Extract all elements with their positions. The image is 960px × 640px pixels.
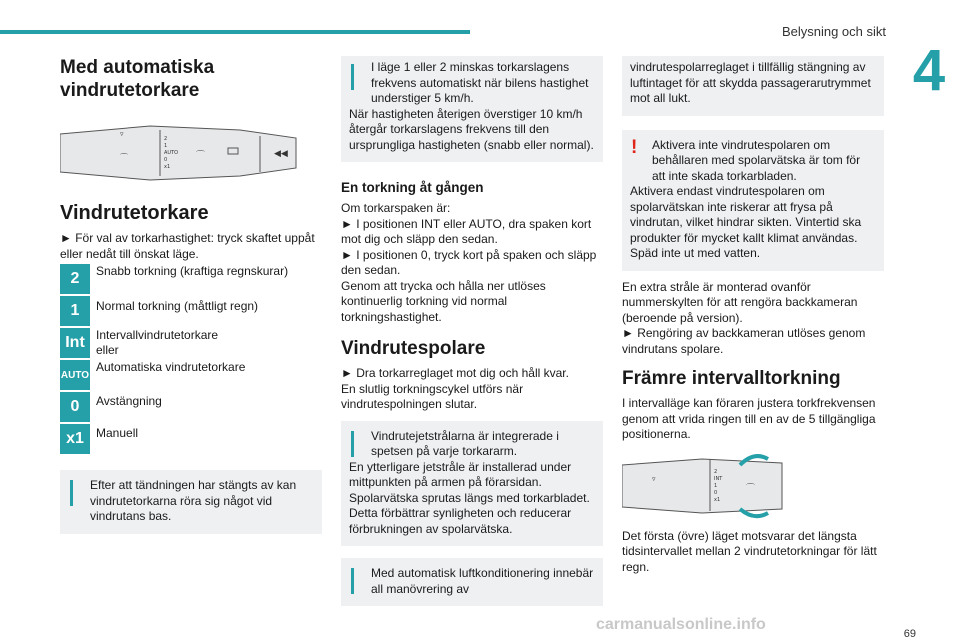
interval-ring-illustration	[622, 451, 802, 521]
mode-label: Snabb torkning (kraftiga regnskurar)	[96, 264, 289, 278]
svg-text:x1: x1	[714, 496, 721, 503]
washer-p1: ► Dra torkarreglaget mot dig och håll kvar.	[341, 366, 569, 380]
column-1	[60, 56, 322, 534]
mode-0-icon: 0	[60, 392, 90, 424]
mode-row	[60, 360, 322, 392]
single-p3: ► I positionen 0, tryck kort på spaken och släpp den sedan.	[341, 247, 597, 277]
mode-row	[60, 424, 322, 456]
chapter-number: 4	[912, 38, 946, 103]
info-text: Spolarvätska sprutas längs med torkarbladet. Detta förbättrar synligheten och reducerar förbrukningen av spolarvätska.	[349, 490, 590, 536]
mode-2-icon: 2	[60, 264, 90, 296]
heading-wipers: Vindrutetorkare	[60, 202, 209, 224]
heading-interval: Främre intervalltorkning	[622, 368, 841, 389]
wipers-intro: ► För val av torkarhastighet: tryck skaftet uppåt eller nedåt till önskat läge.	[60, 231, 315, 261]
mode-row	[60, 296, 322, 328]
info-box-ignition	[60, 470, 322, 534]
page-number: 69	[903, 628, 916, 640]
mode-label: Automatiska vindrutetorkare	[96, 360, 246, 374]
mode-label	[90, 328, 218, 358]
interval-p1: I intervalläge kan föraren justera torkfrekvensen genom att vrida ringen till en av de 5 tillgängliga positionerna.	[622, 396, 876, 441]
svg-text:2: 2	[164, 136, 168, 142]
info-icon	[70, 480, 73, 506]
info-text: vindrutespolarreglaget i tillfällig stängning av luftintaget för att skydda passagerarutrymmet mot all lukt.	[630, 60, 871, 105]
mode-label: Avstängning	[96, 394, 162, 408]
mode-label-int: Intervallvindrutetorkare	[96, 328, 219, 342]
svg-text:INT: INT	[714, 475, 723, 482]
mode-row	[60, 328, 322, 360]
svg-text:1: 1	[714, 482, 718, 489]
warning-icon: !	[631, 136, 638, 158]
info-icon	[351, 431, 354, 457]
warning-box	[622, 130, 884, 271]
info-text: När hastigheten återigen överstiger 10 km/h återgår torkarslagens frekvens till den ursprungliga hastigheten (snabb eller normal).	[349, 106, 594, 152]
info-icon	[351, 64, 354, 90]
mode-auto-icon: AUTO	[60, 360, 90, 392]
svg-text:▿: ▿	[652, 474, 656, 483]
svg-text:▿: ▿	[120, 130, 124, 138]
info-text: Vindrutejetstrålarna är integrerade i spetsen på varje torkararm.	[371, 428, 559, 458]
single-p4: Genom att trycka och hålla ner utlöses kontinuerlig torkning vid normal torkningshastighet.	[341, 278, 546, 324]
washer-p2: En slutlig torkningscykel utförs när vindrutespolningen slutar.	[341, 381, 524, 411]
svg-text:AUTO: AUTO	[164, 150, 179, 156]
svg-text:1: 1	[164, 143, 168, 149]
heading-washer: Vindrutespolare	[341, 338, 486, 359]
info-icon	[351, 568, 354, 594]
svg-text:2: 2	[714, 468, 718, 475]
warning-text: Aktivera inte vindrutespolaren om behållaren med spolarvätska är tom för att inte skada torkarbladen.	[652, 137, 861, 183]
info-text: En ytterligare jetstråle är installerad under mittpunkten på armen på förarsidan.	[349, 459, 572, 489]
warning-text: Aktivera endast vindrutespolaren om spolarvätskan inte riskerar att frysa på vindrutan, vilket hindrar sikten. Vintertid ska produkter för mycket kallt klimat användas. Späd inte ut med vatten.	[630, 184, 862, 260]
mode-row	[60, 264, 322, 296]
header-accent-bar	[0, 30, 470, 34]
single-p2: ► I positionen INT eller AUTO, dra spaken kort mot dig och släpp den sedan.	[341, 216, 592, 246]
svg-text:0: 0	[714, 489, 718, 496]
rear-camera-p2: ► Rengöring av backkameran utlöses genom vindrutans spolare.	[622, 326, 866, 356]
svg-text:⌒: ⌒	[196, 151, 206, 161]
info-text: I läge 1 eller 2 minskas torkarslagens frekvens automatiskt när bilens hastighet understiger 5 km/h.	[371, 60, 589, 105]
mode-label-or: eller	[96, 343, 119, 357]
svg-text:x1: x1	[164, 164, 171, 170]
mode-int-icon: Int	[60, 328, 90, 360]
interval-p2: Det första (övre) läget motsvarar det längsta tidsintervallet mellan 2 vindrutetorkningar för lätt regn.	[622, 528, 877, 574]
svg-text:◀◀: ◀◀	[274, 149, 288, 159]
column-2	[341, 56, 603, 606]
page-section-title: Belysning och sikt	[781, 24, 886, 39]
mode-row	[60, 392, 322, 424]
info-text: Med automatisk luftkonditionering innebär all manövrering av	[371, 566, 594, 596]
info-box-ac	[341, 558, 603, 606]
mode-1-icon: 1	[60, 296, 90, 328]
svg-text:0: 0	[164, 157, 168, 163]
wiper-stalk-illustration	[60, 122, 300, 184]
watermark: carmanualsonline.info	[596, 616, 766, 633]
wiper-modes-table	[60, 264, 322, 456]
svg-text:⌒: ⌒	[120, 153, 128, 162]
info-box-ac-cont	[622, 56, 884, 116]
svg-text:⌒: ⌒	[746, 483, 756, 494]
rear-camera-p1: En extra stråle är monterad ovanför nummerskylten för att rengöra backkameran (beroende på version).	[622, 279, 858, 325]
heading-auto-wipers: Med automatiska vindrutetorkare	[60, 57, 215, 101]
info-box-speed	[341, 56, 603, 162]
heading-single-wipe: En torkning åt gången	[341, 180, 484, 195]
single-p1: Om torkarspaken är:	[341, 201, 451, 215]
info-text: Efter att tändningen har stängts av kan vindrutetorkarna röra sig något vid vindrutans bas.	[90, 478, 297, 523]
info-box-jets	[341, 421, 603, 547]
column-3	[622, 56, 884, 575]
mode-label: Normal torkning (måttligt regn)	[96, 299, 259, 313]
mode-x1-icon: x1	[60, 424, 90, 456]
mode-label: Manuell	[96, 426, 139, 440]
